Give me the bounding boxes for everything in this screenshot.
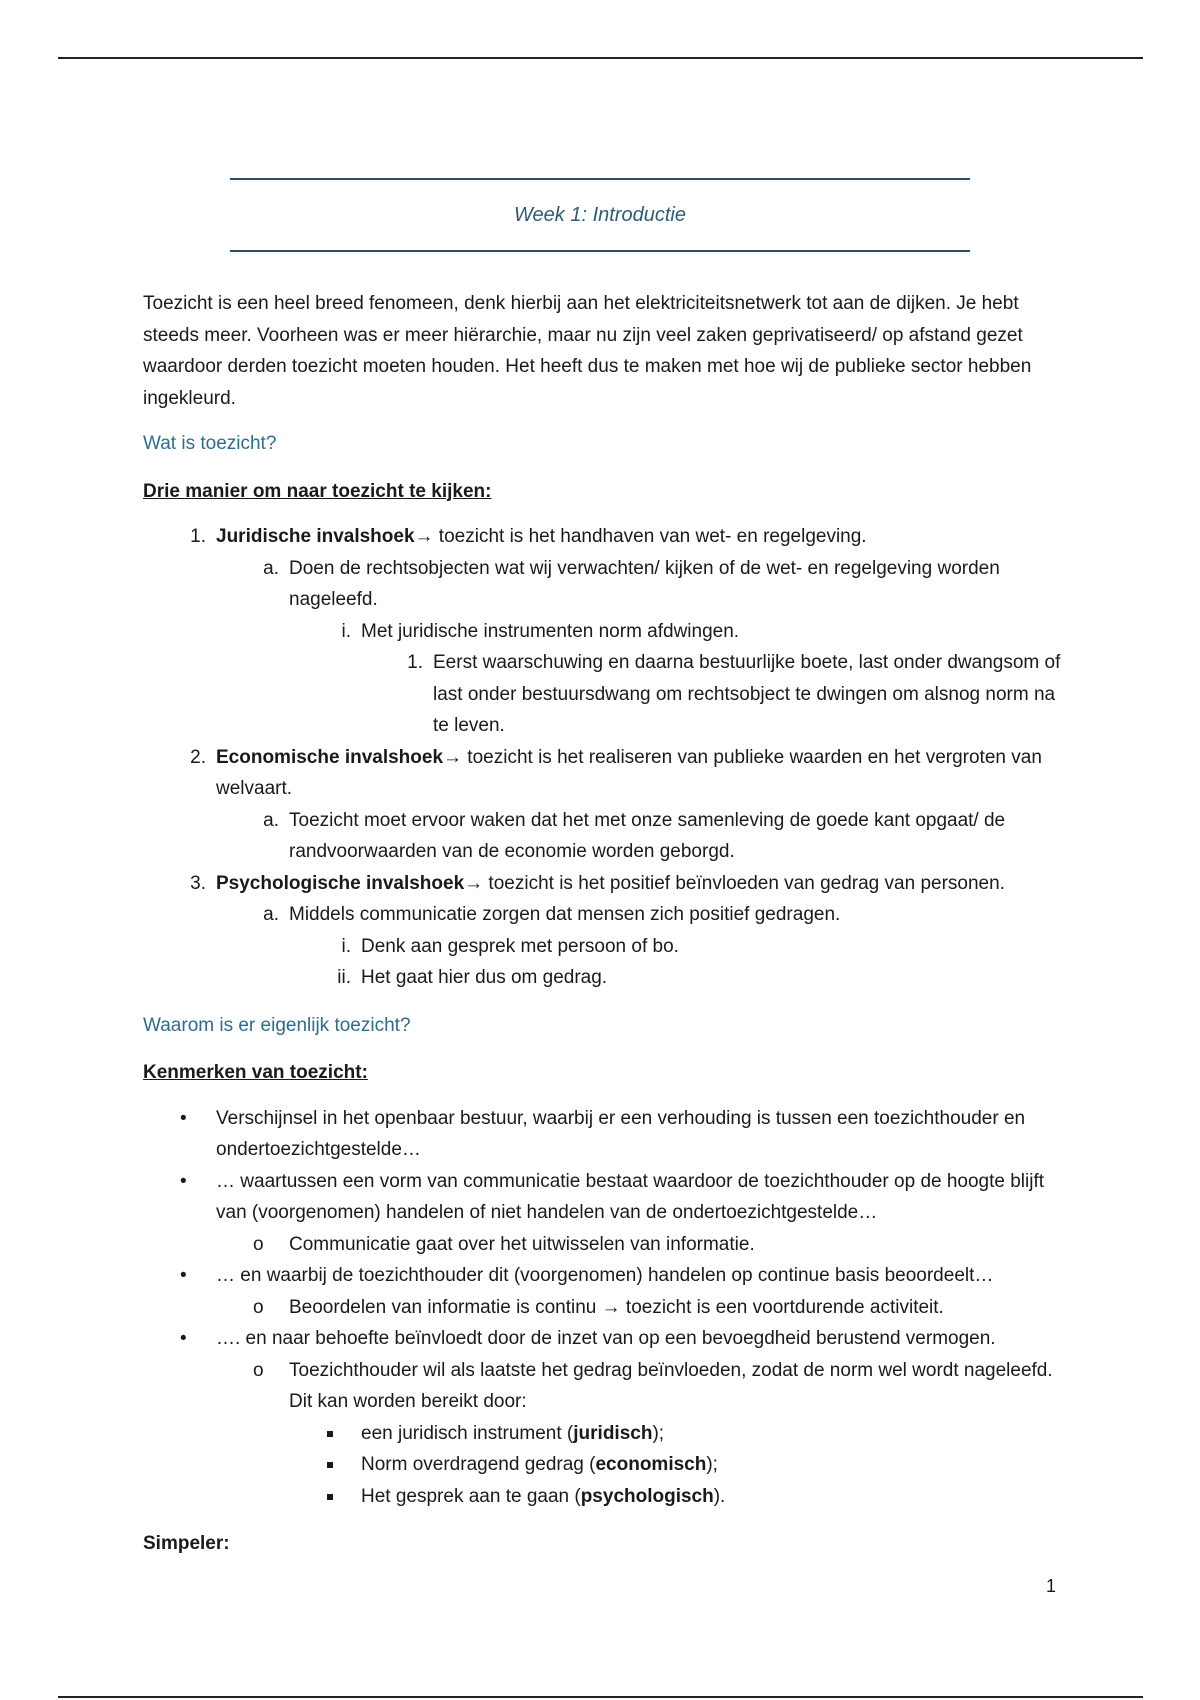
- item-text: Eerst waarschuwing en daarna bestuurlijke boete, last onder dwangsom of last onder bestuursdwang om rechtsobject te dwingen om alsnog norm na te leven.: [433, 652, 1061, 736]
- list-item-sub-i: [341, 931, 1063, 963]
- circle-bullet-icon: o: [253, 1359, 264, 1381]
- item-text: Denk aan gesprek met persoon of bo.: [361, 935, 679, 957]
- bullet-icon: •: [180, 1265, 187, 1286]
- bullet-item: [180, 1260, 1063, 1292]
- sub-bullet-item: [253, 1355, 1063, 1418]
- item-text: );: [706, 1454, 718, 1475]
- list-item-sub-ii: [337, 962, 1063, 994]
- item-bold-label: juridisch: [573, 1422, 653, 1444]
- list-item-psychologisch: [190, 868, 1063, 900]
- list-number: 2.: [190, 746, 206, 768]
- item-text: toezicht is het handhaven van wet- en regelgeving.: [433, 526, 867, 547]
- list-roman: ii.: [337, 967, 351, 988]
- numbered-list: [143, 521, 1063, 994]
- page-title: Week 1: Introductie: [514, 204, 686, 226]
- list-letter: a.: [263, 809, 279, 831]
- simpler-heading: Simpeler:: [143, 1533, 230, 1554]
- square-bullet-item: [361, 1481, 1063, 1513]
- item-text: … waartussen een vorm van communicatie bestaat waardoor de toezichthouder op de hoogte blijft van (voorgenomen) handelen of niet handelen van de ondertoezichtgestelde…: [216, 1170, 1045, 1223]
- item-text: een juridisch instrument (: [361, 1422, 574, 1444]
- item-text: Met juridische instrumenten norm afdwingen.: [361, 620, 740, 642]
- item-text: Toezicht moet ervoor waken dat het met onze samenleving de goede kant opgaat/ de randvoorwaarden van de economie worden geborgd.: [289, 809, 1006, 862]
- list-letter: a.: [263, 557, 279, 579]
- section-heading-waarom: Waarom is er eigenlijk toezicht?: [143, 1014, 411, 1036]
- item-bold-label: economisch: [595, 1454, 707, 1475]
- item-text: toezicht is het realiseren van publieke waarden en het vergroten van welvaart.: [216, 746, 1042, 799]
- document-body: [143, 288, 1063, 1560]
- list-item-sub-1: [407, 647, 1063, 742]
- list-item-juridisch: [190, 521, 1063, 553]
- bullet-list: [143, 1103, 1063, 1513]
- item-text: toezicht is een voortdurende activiteit.: [620, 1296, 944, 1318]
- item-text: …. en naar behoefte beïnvloedt door de inzet van op een bevoegdheid berustend vermogen.: [216, 1328, 996, 1349]
- item-text: Norm overdragend gedrag (: [361, 1454, 596, 1475]
- bullet-icon: •: [180, 1328, 187, 1349]
- page-bottom-rule: [58, 1696, 1143, 1698]
- bullet-item: [180, 1323, 1063, 1355]
- item-text: … en waarbij de toezichthouder dit (voorgenomen) handelen op continue basis beoordeelt…: [216, 1265, 994, 1286]
- item-text: Middels communicatie zorgen dat mensen zich positief gedragen.: [289, 904, 841, 925]
- title-rule-bottom: [230, 250, 970, 252]
- bullet-icon: •: [180, 1170, 187, 1192]
- arrow-icon: →: [414, 526, 434, 547]
- square-bullet-item: [361, 1418, 1063, 1450]
- subheading-kenmerken: Kenmerken van toezicht:: [143, 1062, 368, 1083]
- list-item-economisch: [190, 742, 1063, 805]
- square-bullet-icon: [327, 1494, 333, 1500]
- square-bullet-icon: [327, 1431, 333, 1437]
- intro-paragraph: Toezicht is een heel breed fenomeen, denk hierbij aan het elektriciteitsnetwerk tot aan de dijken. Je hebt steeds meer. Voorheen was er meer hiërarchie, maar nu zijn veel zaken geprivatiseerd/ op afstand gezet waardoor derden toezicht moeten houden. Het heeft dus te maken met hoe wij de publieke sector hebben ingekleurd.: [143, 293, 1032, 409]
- item-text: toezicht is het positief beïnvloeden van gedrag van personen.: [483, 872, 1005, 894]
- list-item-sub-a: [263, 805, 1063, 868]
- item-bold-label: psychologisch: [580, 1485, 714, 1507]
- list-roman: i.: [341, 620, 351, 642]
- arrow-icon: →: [443, 746, 463, 768]
- item-text: Verschijnsel in het openbaar bestuur, waarbij er een verhouding is tussen een toezichthouder en ondertoezichtgestelde…: [216, 1107, 1026, 1160]
- section-heading-wat-is-toezicht: Wat is toezicht?: [143, 433, 277, 454]
- circle-bullet-icon: o: [253, 1233, 264, 1255]
- sub-bullet-item: [253, 1292, 1063, 1324]
- item-text: Doen de rechtsobjecten wat wij verwachten/ kijken of de wet- en regelgeving worden nageleefd.: [289, 557, 1000, 610]
- item-text: Toezichthouder wil als laatste het gedrag beïnvloeden, zodat de norm wel wordt nageleefd. Dit kan worden bereikt door:: [289, 1359, 1053, 1412]
- list-item-sub-i: [341, 616, 1063, 648]
- circle-bullet-icon: o: [253, 1296, 264, 1318]
- item-bold-label: Juridische invalshoek: [216, 526, 415, 547]
- square-bullet-icon: [327, 1462, 333, 1468]
- item-bold-label: Economische invalshoek: [216, 746, 444, 768]
- item-text: ).: [713, 1485, 726, 1507]
- arrow-icon: →: [601, 1296, 621, 1318]
- list-roman: i.: [341, 935, 351, 957]
- item-text: Het gesprek aan te gaan (: [361, 1485, 581, 1507]
- bullet-icon: •: [180, 1107, 187, 1129]
- list-number: 1.: [190, 526, 206, 547]
- sub-bullet-item: [253, 1229, 1063, 1261]
- page-top-rule: [58, 57, 1143, 59]
- arrow-icon: →: [464, 872, 484, 894]
- item-text: Beoordelen van informatie is continu: [289, 1296, 602, 1318]
- list-item-sub-a: [263, 553, 1063, 616]
- page-number: 1: [1046, 1576, 1057, 1596]
- item-text: Communicatie gaat over het uitwisselen van informatie.: [289, 1233, 755, 1255]
- list-letter: a.: [263, 904, 279, 925]
- bullet-item: [180, 1166, 1063, 1229]
- subheading-drie-manier: Drie manier om naar toezicht te kijken:: [143, 480, 492, 502]
- list-item-sub-a: [263, 899, 1063, 931]
- item-bold-label: Psychologische invalshoek: [216, 872, 465, 894]
- title-block: [230, 178, 970, 252]
- square-bullet-item: [361, 1449, 1063, 1481]
- item-text: Het gaat hier dus om gedrag.: [361, 967, 608, 988]
- bullet-item: [180, 1103, 1063, 1166]
- item-text: );: [652, 1422, 665, 1444]
- list-number: 1.: [407, 652, 423, 673]
- list-number: 3.: [190, 872, 206, 894]
